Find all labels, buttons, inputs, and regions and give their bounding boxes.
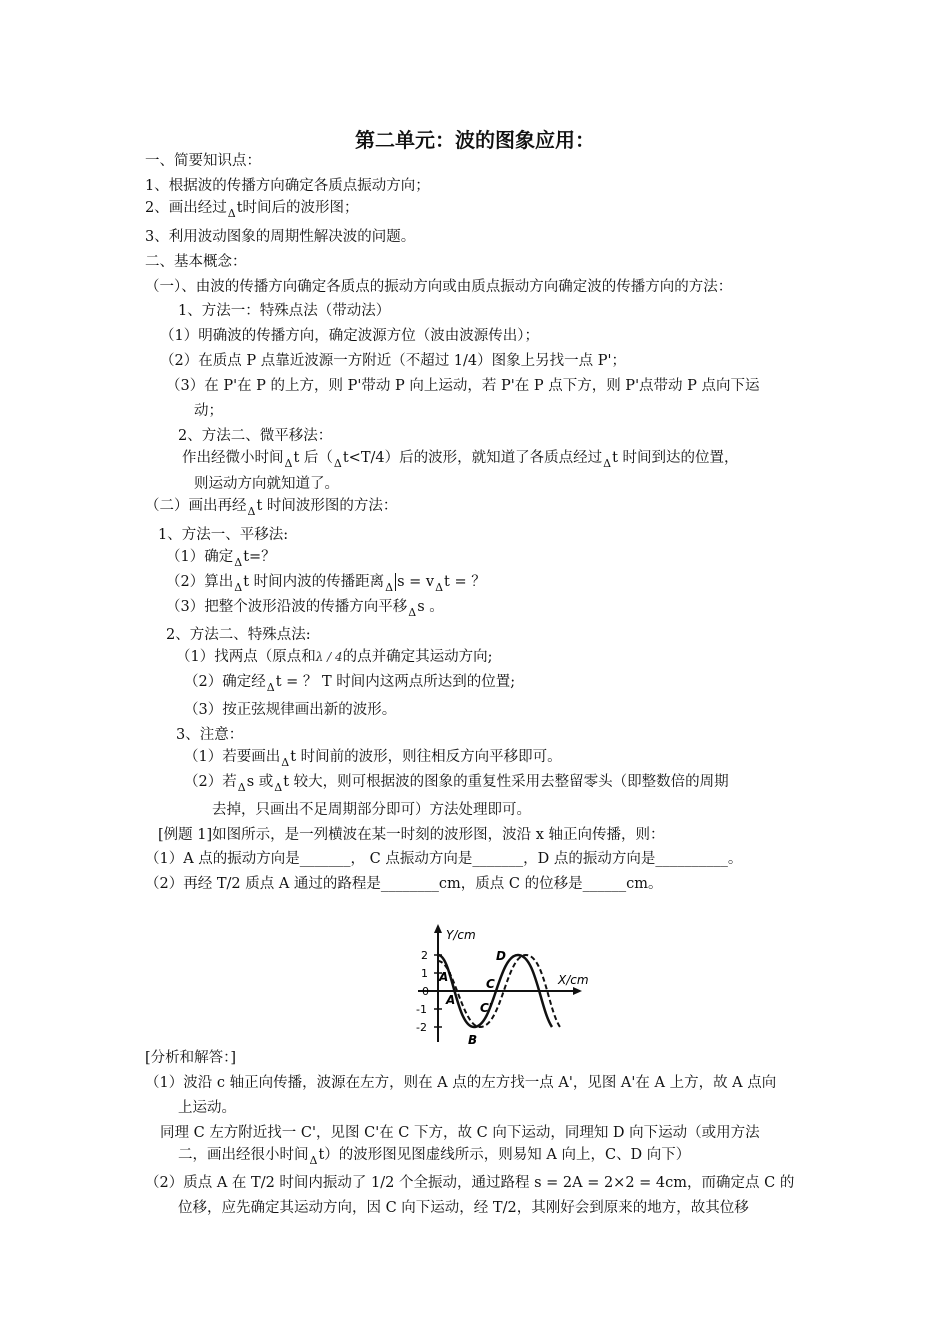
- method-2-text-cont: 则运动方向就知道了。: [194, 476, 339, 492]
- answer-1-cont: 上运动。: [178, 1100, 236, 1116]
- subsection-heading-1: （一）、由波的传播方向确定各质点的振动方向或由质点振动方向确定波的传播方向的方法：: [145, 279, 733, 295]
- answer-1: （1）波沿 c 轴正向传播，波源在左方，则在 A 点的左方找一点 A'，见图 A'在 A 上方，故 A 点向: [145, 1075, 777, 1091]
- method-1-heading: 1、方法一：特殊点法（带动法）: [178, 303, 391, 319]
- example-question: [例题 1]如图所示，是一列横波在某一时刻的波形图，波沿 x 轴正向传播，则：: [158, 827, 665, 843]
- special-point-heading: 2、方法二、特殊点法:: [166, 627, 311, 643]
- point-3: 3、利用波动图象的周期性解决波的问题。: [145, 229, 416, 245]
- page-title: 第二单元：波的图象应用：: [355, 128, 595, 152]
- point-b-label: B: [468, 1033, 478, 1047]
- method-2-text: 作出经微小时间$_\Delta$t 后$(_\Delta t<T/4)$后的波形，就知道了各质点经过$_\Delta$t 时间到达的位置，: [182, 450, 739, 470]
- section-heading-1: 一、简要知识点：: [145, 153, 261, 169]
- answer-2-cont: 位移，应先确定其运动方向，因 C 向下运动，经 T/2，其刚好会到原来的地方，故其位移: [178, 1200, 749, 1216]
- special-point-step-2: （2）确定经$_\Delta$t = ？ T 时间内这两点所达到的位置;: [184, 674, 516, 694]
- wave-figure: [410, 918, 600, 1058]
- translation-step-1: （1）确定$_\Delta$t=？: [166, 549, 276, 569]
- y-tick-0: 0: [422, 985, 429, 998]
- answer-1-same: 同理 C 左方附近找一 C'，见图 C'在 C 下方，故 C 向下运动，同理知 D 向下运动（或用方法: [160, 1125, 760, 1141]
- answer-1-method-2: 二，画出经很小时间$_\Delta$t）的波形图见图虚线所示，则易知 A 向上，C、D 向下）: [178, 1147, 691, 1167]
- text-cursor: [395, 573, 396, 591]
- y-tick-m2: -2: [416, 1021, 427, 1034]
- special-point-step-3: （3）按正弦规律画出新的波形。: [184, 702, 397, 718]
- x-axis-arrow-icon: [573, 987, 582, 995]
- method-1-step-2: （2）在质点 P 点靠近波源一方附近（不超过 1/4）图象上另找一点 P'；: [160, 353, 626, 369]
- point-2: 2、画出经过$_\Delta$t时间后的波形图；: [145, 200, 359, 220]
- point-1: 1、根据波的传播方向确定各质点振动方向；: [145, 178, 430, 194]
- note-2-cont: 去掉，只画出不足周期部分即可）方法处理即可。: [212, 802, 531, 818]
- y-axis-label: Y/cm: [446, 928, 476, 942]
- y-tick-2: 2: [421, 949, 428, 962]
- point-a-label: A: [446, 993, 456, 1007]
- x-axis-label: X/cm: [558, 973, 589, 987]
- method-1-step-1: （1）明确波的传播方向，确定波源方位（波由波源传出）；: [160, 328, 539, 344]
- translation-step-2: （2）算出$_\Delta$t 时间内波的传播距离$_\Delta$ $s = v_\Delta t$ = ？: [166, 574, 486, 594]
- note-2: （2）若$_\Delta$s 或$_\Delta$t 较大，则可根据波的图象的重复性采用去整留零头（即整数倍的周期: [184, 774, 729, 794]
- point-c-label: C: [486, 977, 495, 991]
- y-axis-arrow-icon: [434, 924, 442, 933]
- example-question-2: （2）再经 T/2 质点 A 通过的路程是________cm，质点 C 的位移是______cm。: [145, 876, 663, 892]
- section-heading-2: 二、基本概念：: [145, 254, 247, 270]
- note-heading: 3、注意：: [176, 727, 244, 743]
- method-2-heading: 2、方法二、微平移法：: [178, 428, 333, 444]
- method-1-step-3-cont: 动；: [194, 403, 223, 419]
- y-tick-m1: -1: [416, 1003, 427, 1016]
- analysis-heading: [分析和解答：]: [145, 1050, 237, 1066]
- point-c-prime-label: C': [480, 1001, 493, 1015]
- translation-heading: 1、方法一、平移法:: [158, 527, 289, 543]
- note-1: （1）若要画出$_\Delta$t 时间前的波形，则往相反方向平移即可。: [184, 749, 562, 769]
- special-point-step-1: （1）找两点（原点和λ / 4的点并确定其运动方向;: [176, 649, 493, 665]
- y-tick-1: 1: [421, 967, 428, 980]
- point-d-label: D: [496, 949, 506, 963]
- translation-step-3: （3）把整个波形沿波的传播方向平移$_\Delta$s 。: [166, 599, 444, 619]
- method-1-step-3: （3）在 P'在 P 的上方，则 P'带动 P 向上运动，若 P'在 P 点下方，则 P'点带动 P 点向下运: [166, 378, 760, 394]
- example-question-1: （1）A 点的振动方向是_______， C 点振动方向是_______，D 点的振动方向是__________。: [145, 851, 743, 867]
- subsection-heading-2: （二）画出再经$_\Delta$t 时间波形图的方法：: [145, 498, 398, 518]
- answer-2: （2）质点 A 在 T/2 时间内振动了 1/2 个全振动，通过路程 s = 2A = 2×2 = 4cm，而确定点 C 的: [145, 1175, 795, 1191]
- point-a-prime-label: A': [439, 970, 452, 984]
